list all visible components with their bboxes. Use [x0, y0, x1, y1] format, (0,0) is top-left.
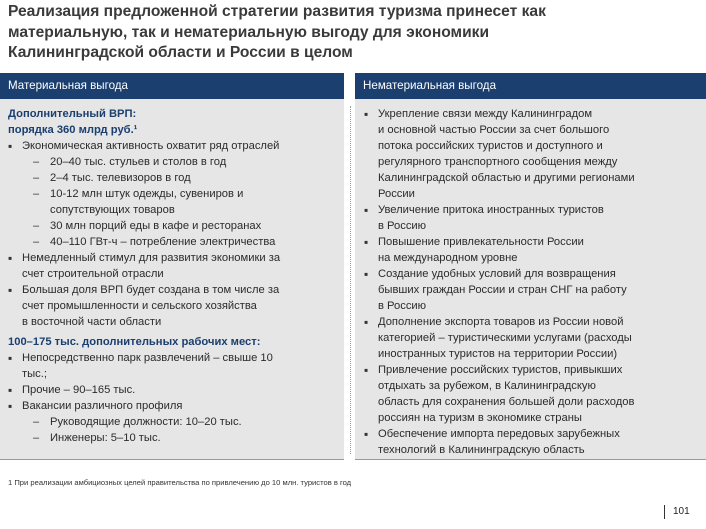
title-line-2: материальную, так и нематериальную выгоду для экономики [8, 23, 490, 41]
list-item: ▪ Повышение привлекательности России [378, 234, 584, 250]
list-item: ▪ Дополнение экспорта товаров из России новой [378, 314, 623, 330]
column-divider [350, 106, 351, 454]
list-subitem: – 2–4 тыс. телевизоров в год [50, 170, 191, 186]
list-item: ▪ Большая доля ВРП будет создана в том числе за [22, 282, 279, 298]
gdp-heading: Дополнительный ВРП: [8, 108, 137, 120]
title-line-1: Реализация предложенной стратегии развития туризма принесет как [8, 3, 546, 20]
list-item: ▪ Создание удобных условий для возвращения [378, 266, 616, 282]
list-item: ▪ Экономическая активность охватит ряд отраслей [22, 138, 279, 154]
list-item: ▪ Непосредственно парк развлечений – свыше 10 [22, 350, 273, 366]
jobs-heading: 100–175 тыс. дополнительных рабочих мест: [8, 336, 261, 348]
list-item-continuation: в восточной части области [22, 316, 162, 328]
list-item-continuation: Калининградской областью и другими регионами [378, 172, 635, 184]
non-material-benefit-header: Нематериальная выгода [355, 73, 706, 99]
list-item-continuation: счет строительной отрасли [22, 268, 164, 280]
list-item-continuation: счет промышленности и сельского хозяйства [22, 300, 257, 312]
list-subitem: – Руководящие должности: 10–20 тыс. [50, 414, 242, 430]
list-item: ▪ Прочие – 90–165 тыс. [22, 382, 135, 398]
list-item: ▪ Увеличение притока иностранных туристов [378, 202, 604, 218]
list-item-continuation: регулярного транспортного сообщения между [378, 156, 618, 168]
list-item-continuation: иностранных туристов на территории России) [378, 348, 618, 360]
page-number-separator [664, 505, 665, 519]
list-item-continuation: потока российских туристов и доступного и [378, 140, 603, 152]
list-item: ▪ Немедленный стимул для развития экономики за [22, 250, 280, 266]
list-item: ▪ Обеспечение импорта передовых зарубежных [378, 426, 620, 442]
list-subitem: – 30 млн порций еды в кафе и ресторанах [50, 218, 261, 234]
page-title [8, 2, 698, 64]
page-number: 101 [673, 506, 690, 517]
list-subitem: – 40–110 ГВт-ч – потребление электричества [50, 234, 275, 250]
list-item-continuation: в Россию [378, 300, 427, 312]
list-item-continuation: россиян на туризм в экономике страны [378, 412, 582, 424]
list-item-continuation: отдыхать за рубежом, в Калининградскую [378, 380, 596, 392]
list-subitem-continuation: сопутствующих товаров [50, 204, 175, 216]
list-item-continuation: бывших граждан России и стран СНГ на работу [378, 284, 627, 296]
list-item: ▪ Укрепление связи между Калининградом [378, 106, 592, 122]
list-item-continuation: категорией – туристическими услугами (расходы [378, 332, 632, 344]
list-item-continuation: и основной частью России за счет большого [378, 124, 610, 136]
material-benefit-header: Материальная выгода [0, 73, 344, 99]
list-item-continuation: в Россию [378, 220, 427, 232]
list-item: ▪ Привлечение российских туристов, привыкших [378, 362, 622, 378]
list-item-continuation: технологий в Калининградскую область [378, 444, 585, 456]
list-subitem: – 20–40 тыс. стульев и столов в год [50, 154, 226, 170]
list-item-continuation: тыс.; [22, 368, 47, 380]
list-item: ▪ Вакансии различного профиля [22, 398, 182, 414]
list-item-continuation: России [378, 188, 415, 200]
footnote: 1 При реализации амбициозных целей правительства по привлечению до 10 млн. туристов в год [8, 478, 352, 487]
list-subitem: – Инженеры: 5–10 тыс. [50, 430, 161, 446]
gdp-amount: порядка 360 млрд руб.¹ [8, 124, 138, 136]
title-line-3: Калининградской области и России в целом [8, 44, 353, 61]
list-item-continuation: на международном уровне [378, 252, 518, 264]
list-subitem: – 10-12 млн штук одежды, сувениров и [50, 186, 243, 202]
list-item-continuation: область для сохранения большей доли расходов [378, 396, 635, 408]
